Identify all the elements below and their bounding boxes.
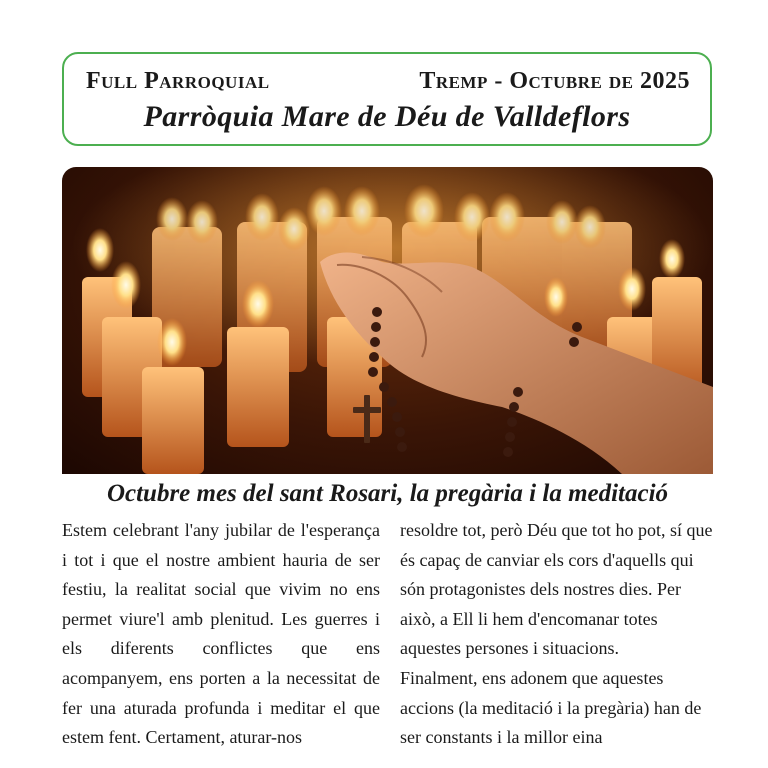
- parish-title: Parròquia Mare de Déu de Valldeflors: [143, 100, 631, 133]
- article-column-right: [400, 516, 718, 753]
- article-paragraph: resoldre tot, però Déu que tot ho pot, sí que és capaç de canviar els cors d'aquells qui són protagonistes dels nostres dies. Per això, a Ell li hem d'encomanar totes aquestes persones i situacions.: [400, 520, 713, 659]
- issue-date: Tremp - Octubre de 2025: [419, 68, 690, 94]
- masthead-box: [62, 52, 712, 146]
- article-headline: Octubre mes del sant Rosari, la pregària i la meditació: [106, 480, 669, 507]
- article-paragraph: Estem celebrant l'any jubilar de l'esperança i tot i que el nostre ambient hauria de ser festiu, la realitat social que vivim no ens permet viure'l amb plenitud. Les guerres i els diferents conflictes que ens acompanyem, ens porten a la necessitat de fer una aturada profunda i meditar el que estem fent. Certament, aturar-nos: [62, 520, 380, 748]
- praying-hands-rosary-candles-photo: [62, 167, 713, 474]
- article-column-left: [62, 516, 380, 753]
- publication-name: Full Parroquial: [86, 68, 270, 94]
- article-paragraph: Finalment, ens adonem que aquestes accions (la meditació i la pregària) han de ser constants i la millor eina: [400, 667, 702, 748]
